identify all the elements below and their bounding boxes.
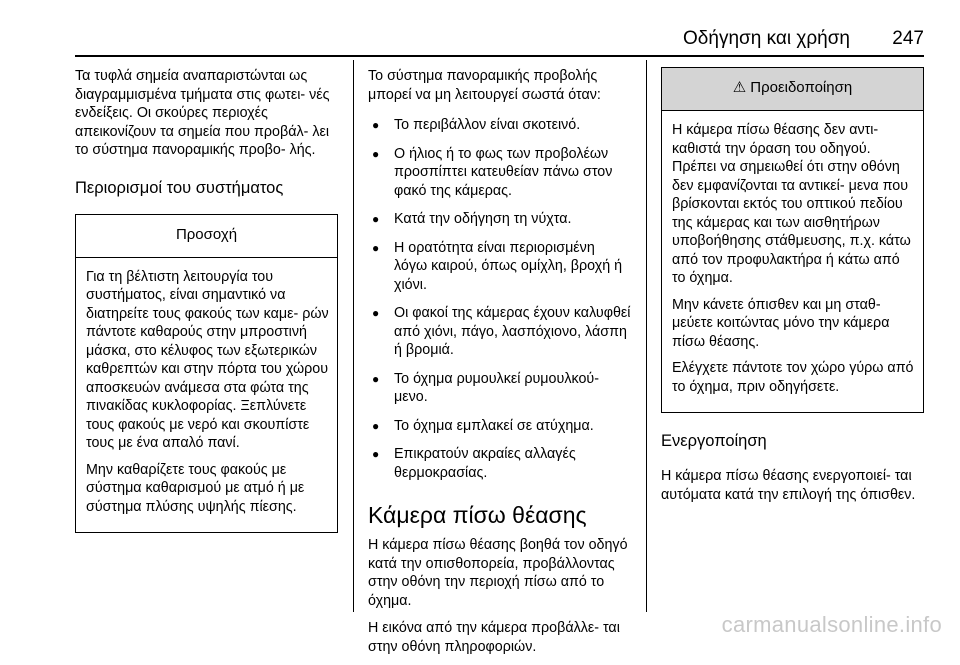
section-heading-rear-camera: Κάμερα πίσω θέασης [368, 502, 587, 528]
body-paragraph: Η κάμερα πίσω θέασης βοηθά τον οδηγό κατά την οπισθοπορεία, προβάλλοντας στην οθόνη την περιοχή πίσω από το όχημα. [368, 537, 628, 609]
list-item: ● Το όχημα εμπλακεί σε ατύχημα. [368, 417, 631, 436]
warning-box-header [662, 68, 923, 111]
header-rule [75, 55, 924, 57]
caution-box-title: Προσοχή [76, 215, 337, 258]
body-paragraph: Η εικόνα από την κάμερα προβάλλε- ται στην οθόνη πληροφοριών. [368, 620, 620, 655]
list-item: ● Η ορατότητα είναι περιορισμένη λόγω καιρού, όπως ομίχλη, βροχή ή χιόνι. [368, 239, 631, 295]
warning-paragraph: Μην κάνετε όπισθεν και μη σταθ- μεύετε κοιτώντας μόνο την κάμερα πίσω θέασης. [672, 296, 890, 350]
warning-paragraph: Ελέγχετε πάντοτε τον χώρο γύρω από το όχημα, πριν οδηγήσετε. [672, 360, 914, 395]
conditions-list [368, 116, 631, 482]
warning-paragraph: Η κάμερα πίσω θέασης δεν αντι- καθιστά την όραση του οδηγού. Πρέπει να σημειωθεί ότι στην οθόνη δεν εμφανίζονται τα αντικεί- μενα που βρίσκονται εκτός του οπτικού πεδίου της κάμερας και των αισθητήρων υποβοήθησης στάθμευσης, π.χ. κάτω από τον προφυλακτήρα ή κάτω από το όχημα. [672, 122, 911, 286]
body-paragraph: Η κάμερα πίσω θέασης ενεργοποιεί- ται αυτόματα κατά την επιλογή της όπισθεν. [661, 468, 916, 503]
list-item: ● Το όχημα ρυμουλκεί ρυμουλκού- μενο. [368, 370, 631, 407]
page-header [0, 0, 960, 58]
column-divider [353, 60, 354, 612]
column-divider [646, 60, 647, 612]
page-number: 247 [892, 28, 924, 49]
list-item: ● Επικρατούν ακραίες αλλαγές θερμοκρασίας. [368, 445, 631, 482]
list-item: ● Ο ήλιος ή το φως των προβολέων προσπίπτει κατευθείαν πάνω στον φακό της κάμερας. [368, 145, 631, 201]
watermark: carmanualsonline.info [721, 612, 942, 637]
list-item: ● Οι φακοί της κάμερας έχουν καλυφθεί από χιόνι, πάγο, λασπόχιονο, λάσπη ή βρομιά. [368, 304, 631, 360]
list-item: ● Κατά την οδήγηση τη νύχτα. [368, 210, 631, 229]
intro-paragraph: Τα τυφλά σημεία αναπαριστώνται ως διαγραμμισμένα τμήματα στις φωτει- νές ενδείξεις. Οι σκούρες περιοχές απεικονίζουν τα σημεία που προβάλ- λει το σύστημα πανοραμικής προβο- λής. [75, 68, 330, 158]
column-2 [368, 67, 631, 665]
warning-box [661, 67, 924, 413]
caution-paragraph: Μην καθαρίζετε τους φακούς με σύστημα καθαρισμού με ατμό ή με σύστημα πλύσης υψηλής πίεσης. [86, 461, 305, 515]
warning-triangle-icon: ⚠ [732, 79, 747, 96]
warning-box-title: Προειδοποίηση [750, 79, 853, 96]
page-header-title: Οδήγηση και χρήση [683, 28, 850, 49]
list-item: ● Το περιβάλλον είναι σκοτεινό. [368, 116, 631, 135]
intro-paragraph: Το σύστημα πανοραμικής προβολής μπορεί να μη λειτουργεί σωστά όταν: [368, 68, 601, 103]
column-1 [75, 67, 338, 533]
section-heading-activation: Ενεργοποίηση [661, 432, 767, 450]
caution-paragraph: Για τη βέλτιστη λειτουργία του συστήματος, είναι σημαντικό να διατηρείτε τους φακούς των καμε- ρών πάντοτε καθαρούς στην μπροστινή μάσκα, στο κέλυφος των εξωτερικών καθρεπτών και στην πόρτα του χώρου αποσκευών ανάμεσα στα φώτα της πινακίδας κυκλοφορίας. Ξεπλύνετε τους φακούς με νερό και σκουπίστε τους με ένα απαλό πανί. [86, 268, 329, 451]
caution-box-body [76, 258, 337, 533]
column-3 [661, 67, 924, 513]
caution-box [75, 214, 338, 534]
warning-box-body [662, 111, 923, 412]
section-heading-limitations: Περιορισμοί του συστήματος [75, 178, 284, 197]
